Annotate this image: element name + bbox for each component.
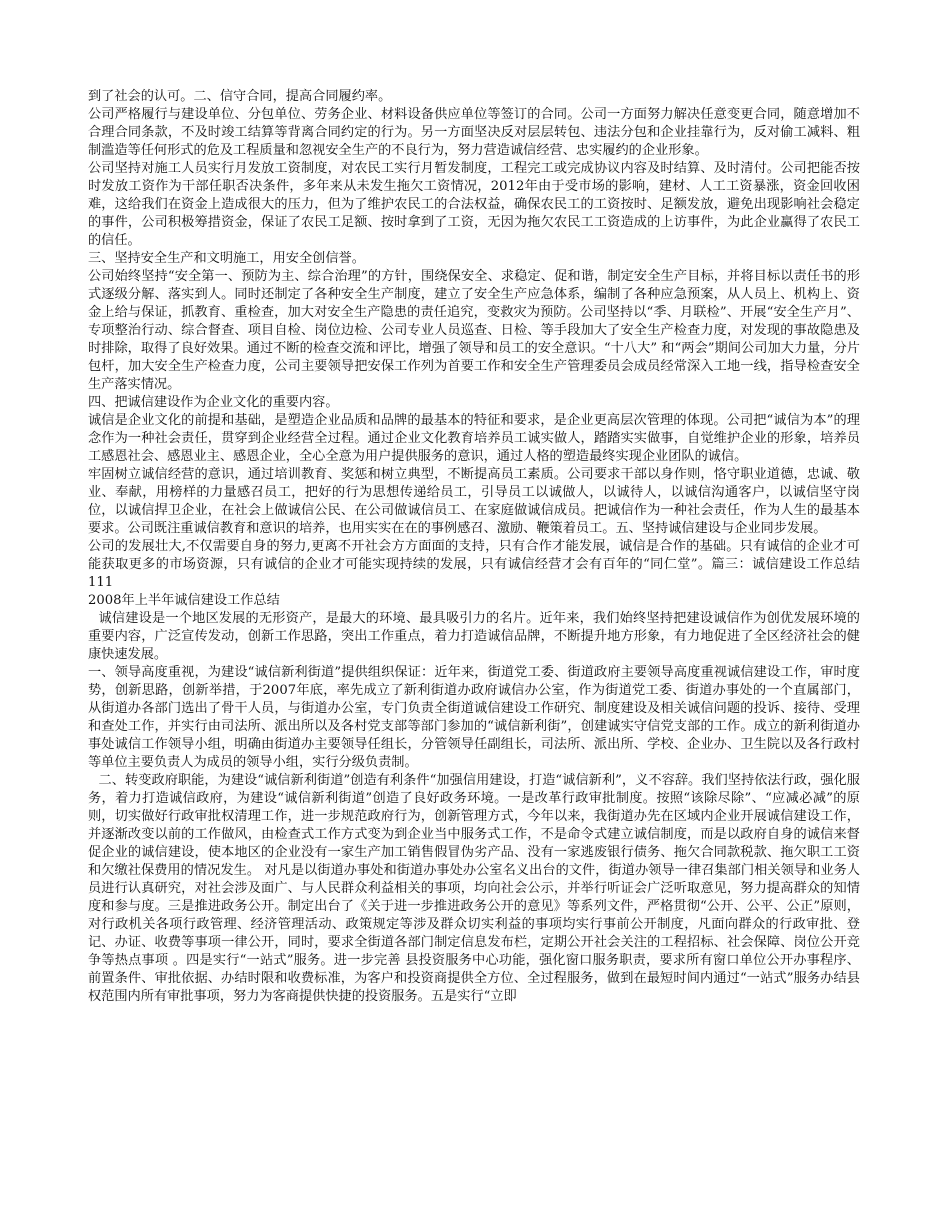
paragraph-contracts: 公司严格履行与建设单位、分包单位、劳务企业、材料设备供应单位等签订的合同。公司一方面努力解决任意变更合同，随意增加不合理合同条款，不及时竣工结算等背离合同约定的行为。另一方面坚决反对层层转包、违法分包和企业挂靠行为，反对偷工减料、粗制滥造等任何形式的危及工程质量和忽视安全生产的不良行为，努力营造诚信经营、忠实履约的企业形象。 bbox=[88, 107, 860, 158]
paragraph-wages: 公司坚持对施工人员实行月发放工资制度，对农民工实行月暂发制度，工程完工或完成协议内容及时结算、及时清付。公司把能否按时发放工资作为干部任职否决条件，多年来从未发生拖欠工资情况，2012年由于受市场的影响，建材、人工工资暴涨，资金回收困难，这给我们在资金上造成很大的压力，但为了维护农民工的合法权益，确保农民工的工资按时、足额发放，避免出现影响社会稳定的事件，公司积极筹措资金，保证了农民工足额、按时拿到了工资，无因为拖欠农民工工资造成的上访事件，为此企业赢得了农民工的信任。 bbox=[88, 161, 860, 248]
paragraph-government: 二、转变政府职能，为建设“诚信新利街道”创造有利条件“加强信用建设，打造“诚信新利”，义不容辞。我们坚持依法行政，强化服务，着力打造诚信政府，为建设“诚信新利街道”创造了良好政务环境。一是改革行政审批制度。按照“该除尽除”、“应减必减”的原则，切实做好行政审批权清理工作，进一步规范政府行为，创新管理方式，今年以来，我街道办先在区域内企业开展诚信建设工作，并逐渐改变以前的工作做风，由检查式工作方式变为到企业当中服务式工作，不是命令式建立诚信制度，而是以政府自身的诚信来督促企业的诚信建设，使本地区的企业没有一家生产加工销售假冒伪劣产品、没有一家逃废银行债务、拖欠合同款税款、拖欠职工工资和欠缴社保费用的情况发生。 对凡是以街道办事处和街道办事处办公室名义出台的文件，街道办领导一律召集部门相关领导和业务人员进行认真研究，对社会涉及面广、与人民群众利益相关的事项，均向社会公示，并举行听证会广泛听取意见，努力提高群众的知情度和参与度。三是推进政务公开。制定出台了《关于进一步推进政务公开的意见》等系列文件，严格贯彻“公开、公平、公正”原则，对行政机关各项行政管理、经济管理活动、政策规定等涉及群众切实利益的事项均实行事前公开制度，凡面向群众的行政审批、登记、办证、收费等事项一律公开，同时，要求全街道各部门制定信息发布栏，定期公开社会关注的工程招标、社会保障、岗位公开竞争等热点事项 。四是实行“一站式”服务。进一步完善 县投资服务中心功能，强化窗口服务职责，要求所有窗口单位公开办事程序、前置条件、审批依据、办结时限和收费标准，为客户和投资商提供全方位、全过程服务，做到在最短时间内通过“一站式”服务办结县权范围内所有审批事项，努力为客商提供快捷的投资服务。五是实行“立即 bbox=[88, 773, 860, 1004]
paragraph-safety: 公司始终坚持“安全第一、预防为主、综合治理”的方针，围绕保安全、求稳定、促和谐，制定安全生产目标，并将目标以责任书的形式逐级分解、落实到人。同时还制定了各种安全生产制度，建立了安全生产应急体系，编制了各种应急预案，从人员上、机构上、资金上给与保证，抓教育、重检查，加大对安全生产隐患的责任追究，变救灾为预防。公司坚持以“季、月联检”、开展“安全生产月”、专项整治行动、综合督查、项目自检、岗位边检、公司专业人员巡查、日检、等手段加大了安全生产检查力度，对发现的事故隐患及时排除，取得了良好效果。通过不断的检查交流和评比，增强了领导和员工的安全意识。“十八大” 和“两会”期间公司加大力量，分片包杆，加大安全生产检查力度，公司主要领导把安保工作列为首要工作和安全生产管理委员会成员经常深入工地一线，指导检查安全生产落实情况。 bbox=[88, 269, 860, 392]
section-heading-culture: 四、把诚信建设作为企业文化的重要内容。 bbox=[88, 395, 339, 410]
paragraph-culture: 诚信是企业文化的前提和基础，是塑造企业品质和品牌的最基本的特征和要求，是企业更高层次管理的体现。公司把“诚信为本”的理念作为一种社会责任，贯穿到企业经营全过程。通过企业文化教育培养员工诚实做人，踏踏实实做事，自觉维护企业的形象，培养员工感恩社会、感恩业主、感恩企业，全心全意为用户提供服务的意识，通过人格的塑造最终实现企业团队的诚信。 bbox=[88, 413, 860, 464]
paragraph-development: 公司的发展壮大,不仅需要自身的努力,更离不开社会方方面面的支持，只有合作才能发展，诚信是合作的基础。只有诚信的企业才可能获取更多的市场资源，只有诚信的企业才可能实现持续的发展，只有诚信经营才会有百年的“同仁堂”。篇三：诚信建设工作总结111 bbox=[88, 539, 860, 590]
document-page bbox=[88, 88, 860, 1006]
paragraph-leadership: 一、领导高度重视，为建设“诚信新利街道”提供组织保证：近年来，街道党工委、街道政府主要领导高度重视诚信建设工作，审时度势，创新思路，创新举措，于2007年底，率先成立了新利街道办政府诚信办公室，作为街道党工委、街道办事处的一个直属部门，从街道办各部门选出了骨干人员，与街道办公室，专门负责全街道诚信建设工作研究、制度建设及相关诚信问题的投诉、接待、受理和查处工作，并实行由司法所、派出所以及各村党支部等部门参加的“诚信新利街”，创建诚实守信党支部的工作。成立的新利街道办事处诚信工作领导小组，明确由街道办主要领导任组长，分管领导任副组长，司法所、派出所、学校、企业办、卫生院以及各行政村等单位主要负责人为成员的领导小组，实行分级负责制。 bbox=[88, 665, 860, 770]
paragraph-awareness: 牢固树立诚信经营的意识，通过培训教育、奖惩和树立典型，不断提高员工素质。公司要求干部以身作则，恪守职业道德，忠诚、敬业、奉献，用榜样的力量感召员工，把好的行为思想传递给员工，引导员工以诚做人，以诚待人，以诚信沟通客户，以诚信坚守岗位，以诚信捍卫企业，在社会上做诚信公民、在公司做诚信员工、在家庭做诚信成员。把诚信作为一种社会责任，作为人生的最基本要求。公司既注重诚信教育和意识的培养，也用实实在在的事例感召、激励、鞭策着员工。五、坚持诚信建设与企业同步发展。 bbox=[88, 467, 860, 536]
paragraph-intro: 到了社会的认可。二、信守合同，提高合同履约率。 bbox=[88, 89, 392, 104]
paragraph-summary-intro: 诚信建设是一个地区发展的无形资产，是最大的环境、最具吸引力的名片。近年来，我们始终坚持把建设诚信作为创优发展环境的重要内容，广泛宣传发动，创新工作思路，突出工作重点，着力打造诚信品牌，不断提升地方形象，有力地促进了全区经济社会的健康快速发展。 bbox=[88, 611, 860, 662]
section-heading-safety: 三、坚持安全生产和文明施工，用安全创信誉。 bbox=[88, 251, 365, 266]
document-subtitle: 2008年上半年诚信建设工作总结 bbox=[88, 593, 280, 608]
